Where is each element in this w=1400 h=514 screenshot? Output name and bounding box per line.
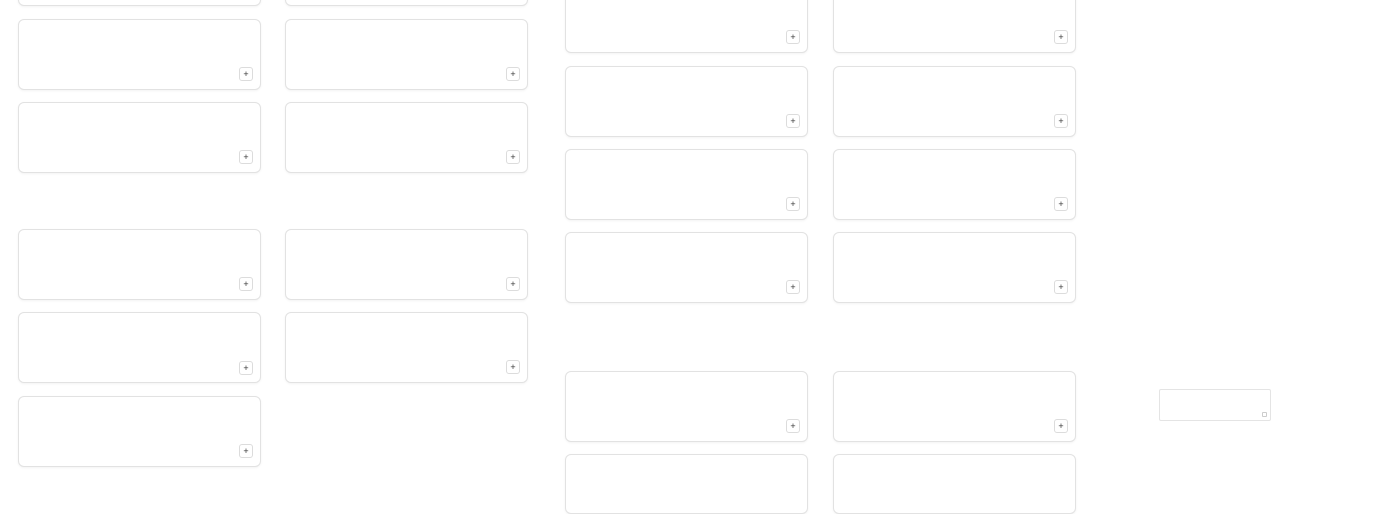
menu-item-card[interactable] (285, 0, 528, 6)
menu-item-card[interactable] (18, 19, 261, 90)
menu-item-card[interactable] (18, 312, 261, 383)
menu-item-card[interactable] (833, 66, 1076, 137)
add-item-button[interactable]: + (786, 30, 800, 44)
add-item-button[interactable]: + (239, 67, 253, 81)
add-item-button[interactable]: + (506, 277, 520, 291)
menu-item-card[interactable] (833, 371, 1076, 442)
menu-item-card[interactable] (285, 229, 528, 300)
menu-item-card[interactable] (833, 0, 1076, 53)
menu-item-card[interactable] (833, 149, 1076, 220)
menu-item-card[interactable] (18, 229, 261, 300)
menu-item-card[interactable] (565, 0, 808, 53)
add-item-button[interactable]: + (506, 67, 520, 81)
add-item-button[interactable]: + (506, 360, 520, 374)
add-item-button[interactable]: + (1054, 30, 1068, 44)
menu-item-card[interactable] (285, 312, 528, 383)
menu-item-card[interactable] (565, 232, 808, 303)
menu-item-card[interactable] (833, 454, 1076, 514)
add-item-button[interactable]: + (786, 114, 800, 128)
menu-item-card[interactable] (18, 396, 261, 467)
minimap-card[interactable] (1159, 389, 1271, 421)
add-item-button[interactable]: + (1054, 419, 1068, 433)
menu-item-card[interactable] (565, 454, 808, 514)
add-item-button[interactable]: + (239, 361, 253, 375)
menu-item-card[interactable] (565, 149, 808, 220)
add-item-button[interactable]: + (239, 277, 253, 291)
minimap-add-button[interactable] (1262, 412, 1267, 417)
add-item-button[interactable]: + (1054, 114, 1068, 128)
menu-item-card[interactable] (18, 102, 261, 173)
add-item-button[interactable]: + (239, 444, 253, 458)
add-item-button[interactable]: + (786, 197, 800, 211)
add-item-button[interactable]: + (239, 150, 253, 164)
menu-item-card[interactable] (833, 232, 1076, 303)
add-item-button[interactable]: + (786, 280, 800, 294)
menu-item-card[interactable] (565, 371, 808, 442)
add-item-button[interactable]: + (506, 150, 520, 164)
add-item-button[interactable]: + (1054, 197, 1068, 211)
menu-item-card[interactable] (285, 102, 528, 173)
add-item-button[interactable]: + (786, 419, 800, 433)
page-minimap[interactable] (1100, 0, 1400, 500)
add-item-button[interactable]: + (1054, 280, 1068, 294)
menu-item-card[interactable] (565, 66, 808, 137)
menu-item-card[interactable] (18, 0, 261, 6)
item-description (574, 259, 799, 277)
menu-item-card[interactable] (285, 19, 528, 90)
